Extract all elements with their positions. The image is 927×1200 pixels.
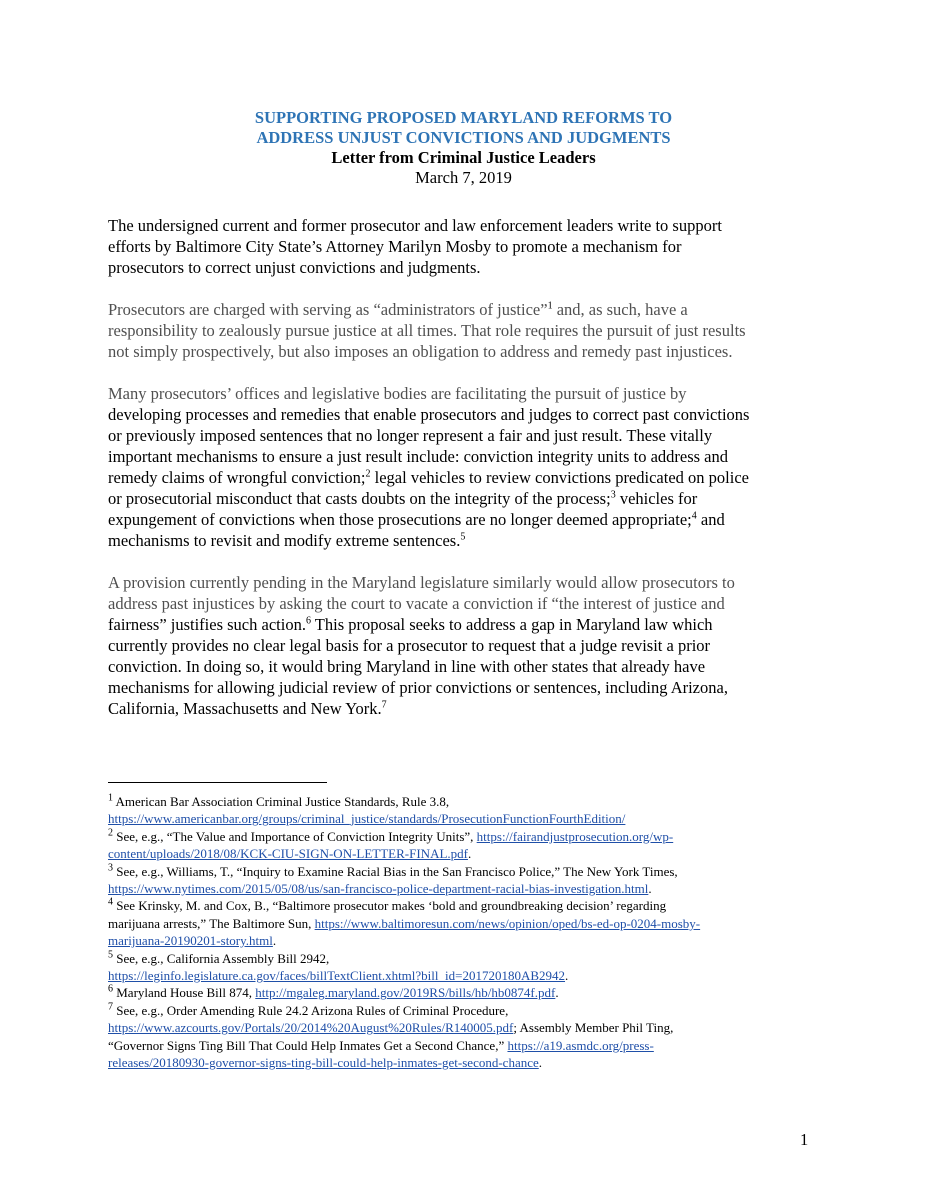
footnote-ref[interactable]: 5 [460,531,466,543]
document-title-line-1: SUPPORTING PROPOSED MARYLAND REFORMS TO [254,108,673,127]
footnote-text: See, e.g., Order Amending Rule 24.2 Arizona Rules of Criminal Procedure, [113,1002,509,1018]
footnote-line [108,810,824,827]
paragraph-line: A provision currently pending in the Maryland legislature similarly would allow prosecutors to [108,573,735,592]
footnote-link[interactable]: http://mgaleg.maryland.gov/2019RS/bills/hb/hb0874f.pdf [255,985,556,1001]
footnote-7 [108,1002,824,1072]
footnote-number: 2 [108,827,113,839]
footnote-text: marijuana arrests,” The Baltimore Sun, [108,915,315,931]
paragraph-4 [108,572,824,719]
paragraph-1 [108,215,824,278]
paragraph-line: conviction. In doing so, it would bring Maryland in line with other states that already have [108,657,706,676]
text-run: expungement of convictions when those prosecutions are no longer deemed appropriate; [108,510,692,529]
document-subtitle: Letter from Criminal Justice Leaders [331,148,596,167]
text-run: vehicles for [615,489,698,508]
footnote-text: . [555,985,559,1001]
footnote-line [108,967,824,984]
paragraph-line: mechanisms for allowing judicial review of prior convictions or sentences, including Arizona, [108,678,728,697]
footnote-number: 1 [108,792,113,804]
footnote-text: . [648,881,652,897]
text-run: mechanisms to revisit and modify extreme sentences. [108,531,461,550]
page-number: 1 [800,1130,809,1149]
footnote-line [108,1019,824,1036]
title-block [108,108,819,188]
footnote-text: ; Assembly Member Phil Ting, [513,1020,674,1036]
document-date: March 7, 2019 [415,168,512,187]
footnote-line [108,1002,824,1019]
footnote-line [108,1054,824,1071]
footnote-number: 7 [108,1001,113,1013]
footnote-ref[interactable]: 7 [381,699,387,711]
footnote-5 [108,950,824,985]
footnote-line [108,845,824,862]
footnote-text: . [467,846,472,862]
footnote-text: Maryland House Bill 874, [113,985,256,1001]
footnote-text: “Governor Signs Ting Bill That Could Help Inmates Get a Second Chance,” [108,1037,508,1053]
paragraph-line: currently provides no clear legal basis for a prosecutor to request that a judge revisit a prior [108,636,711,655]
text-run: fairness” justifies such action. [108,615,306,634]
footnote-separator [108,782,327,783]
footnote-ref[interactable]: 2 [365,468,371,480]
paragraph-line: important mechanisms to ensure a just result include: conviction integrity units to address and [108,447,728,466]
footnote-number: 3 [108,862,113,874]
text-run: or prosecutorial misconduct that casts doubts on the integrity of the process; [108,489,611,508]
paragraph-line: developing processes and remedies that enable prosecutors and judges to correct past convictions [108,405,750,424]
paragraph-line [108,530,824,551]
footnote-number: 4 [108,897,113,909]
footnote-6 [108,984,824,1001]
text-run: California, Massachusetts and New York. [108,699,382,718]
footnote-number: 5 [108,949,113,961]
footnote-link[interactable]: content/uploads/2018/08/KCK-CIU-SIGN-ON-LETTER-FINAL.pdf [108,846,468,862]
paragraph-line: or previously imposed sentences that no longer represent a fair and just result. These vitally [108,426,713,445]
footnote-link[interactable]: https://www.baltimoresun.com/news/opinion/oped/bs-ed-op-0204-mosby- [314,915,701,931]
footnote-line [108,880,824,897]
paragraph-line [108,299,824,320]
document-title-line-2: ADDRESS UNJUST CONVICTIONS AND JUDGMENTS [256,128,671,147]
paragraph-line: The undersigned current and former prosecutor and law enforcement leaders write to support [108,216,722,235]
footnote-4 [108,897,824,949]
footnote-link[interactable]: releases/20180930-governor-signs-ting-bill-could-help-inmates-get-second-chance [108,1055,539,1071]
footnote-text: See, e.g., California Assembly Bill 2942, [113,950,330,966]
footnote-link[interactable]: https://a19.asmdc.org/press- [507,1037,654,1053]
footnote-2 [108,828,824,863]
footnote-text: . [538,1055,543,1071]
footnote-line [108,915,824,932]
footnote-text: See Krinsky, M. and Cox, B., “Baltimore prosecutor makes ‘bold and groundbreaking decision’ regarding [113,898,667,914]
footnote-link[interactable]: marijuana-20190201-story.html [108,933,273,949]
footnote-link[interactable]: https://www.azcourts.gov/Portals/20/2014%20August%20Rules/R140005.pdf [108,1020,514,1036]
paragraph-line: efforts by Baltimore City State’s Attorney Marilyn Mosby to promote a mechanism for [108,237,682,256]
footnote-line [108,897,824,914]
text-run: and, as such, have a [552,300,688,319]
text-run: This proposal seeks to address a gap in Maryland law which [310,615,713,634]
footnote-text: . [272,933,277,949]
footnote-number: 6 [108,984,113,996]
paragraph-line: address past injustices by asking the court to vacate a conviction if “the interest of justice and [108,594,725,613]
footnote-3 [108,863,824,898]
paragraph-line [108,509,824,530]
footnote-link[interactable]: https://www.nytimes.com/2015/05/08/us/san-francisco-police-department-racial-bias-investigation.html [108,881,649,897]
paragraph-line [108,614,824,635]
paragraph-line: Many prosecutors’ offices and legislative bodies are facilitating the pursuit of justice by [108,384,687,403]
footnote-line [108,793,824,810]
paragraph-line [108,698,824,719]
footnote-line [108,1037,824,1054]
footnote-ref[interactable]: 6 [305,615,311,627]
footnote-text: American Bar Association Criminal Justice Standards, Rule 3.8, [113,794,450,809]
footnote-line [108,932,824,949]
paragraph-line: prosecutors to correct unjust convictions and judgments. [108,258,481,277]
footnote-line [108,863,824,880]
footnote-link[interactable]: https://fairandjustprosecution.org/wp- [476,828,674,844]
text-run: legal vehicles to review convictions predicated on police [370,468,749,487]
text-run: remedy claims of wrongful conviction; [108,468,366,487]
letter-body [108,215,824,740]
paragraph-line: not simply prospectively, but also imposes an obligation to address and remedy past injustices. [108,342,733,361]
footnote-line [108,984,824,1001]
paragraph-2 [108,299,824,362]
footnote-link[interactable]: https://leginfo.legislature.ca.gov/faces/billTextClient.xhtml?bill_id=201720180AB2942 [108,968,566,984]
paragraph-line [108,488,824,509]
paragraph-3 [108,383,824,551]
footnote-1 [108,793,824,828]
footnote-line [108,950,824,967]
footnote-text: . [565,968,569,984]
footnote-ref[interactable]: 4 [691,510,697,522]
paragraph-line: responsibility to zealously pursue justice at all times. That role requires the pursuit of just results [108,321,746,340]
footnote-ref[interactable]: 1 [547,300,553,312]
footnote-line [108,828,824,845]
footnote-link[interactable]: https://www.americanbar.org/groups/criminal_justice/standards/ProsecutionFunctionFourthEdition/ [108,811,626,827]
text-run: and [696,510,725,529]
paragraph-line [108,467,824,488]
footnote-text: See, e.g., Williams, T., “Inquiry to Examine Racial Bias in the San Francisco Police,” The New York Times, [113,863,678,879]
footnote-ref[interactable]: 3 [610,489,616,501]
footnote-text: See, e.g., “The Value and Importance of Conviction Integrity Units”, [113,828,477,844]
footnotes [108,793,824,1072]
text-run: Prosecutors are charged with serving as “administrators of justice” [108,300,548,319]
